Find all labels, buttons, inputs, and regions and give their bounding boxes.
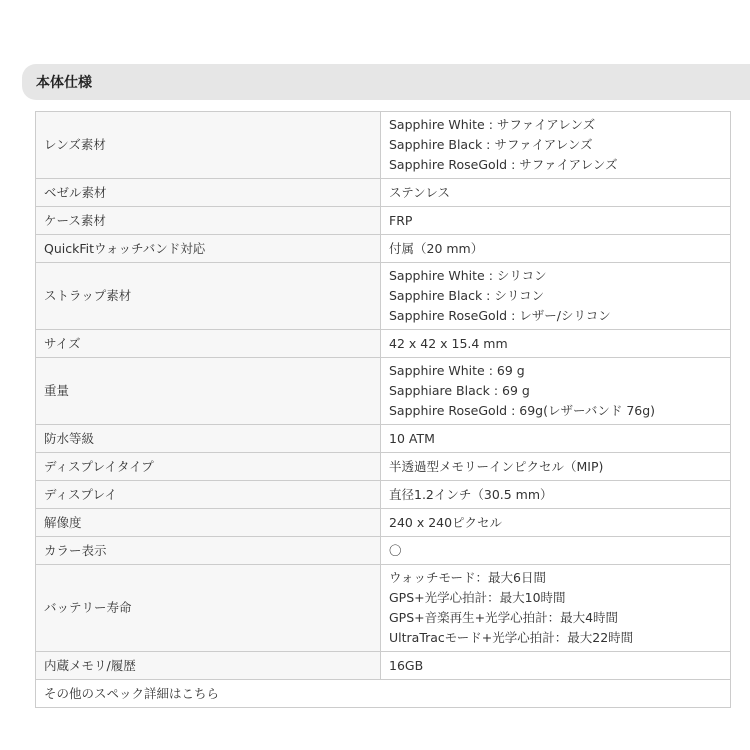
spec-value <box>381 537 731 565</box>
spec-value-line: 42 x 42 x 15.4 mm <box>389 335 508 351</box>
spec-label: ディスプレイ <box>36 481 381 509</box>
spec-value <box>381 509 731 537</box>
spec-row <box>36 481 731 509</box>
spec-row <box>36 330 731 358</box>
section-header <box>22 64 750 100</box>
spec-value-line: Sapphire White : サファイアレンズ <box>389 117 596 132</box>
spec-row <box>36 453 731 481</box>
spec-label: レンズ素材 <box>36 112 381 179</box>
spec-value <box>381 425 731 453</box>
spec-value-line: ウォッチモード：最大6日間 <box>389 570 546 585</box>
spec-label: バッテリー寿命 <box>36 565 381 652</box>
footer-cell <box>36 680 731 708</box>
spec-value <box>381 453 731 481</box>
spec-row <box>36 358 731 425</box>
spec-value-line: 10 ATM <box>389 430 435 446</box>
spec-value-line: Sapphiare Black : 69 g <box>389 383 530 398</box>
footer-row <box>36 680 731 708</box>
spec-value-line: 240 x 240ピクセル <box>389 514 503 530</box>
spec-value-line: 直径1.2インチ（30.5 mm） <box>389 486 553 502</box>
spec-table-body <box>36 112 731 708</box>
spec-value <box>381 565 731 652</box>
spec-label: ケース素材 <box>36 207 381 235</box>
spec-value <box>381 652 731 680</box>
spec-value <box>381 179 731 207</box>
spec-row <box>36 565 731 652</box>
spec-value-line: 16GB <box>389 657 424 673</box>
spec-value-line: GPS+音楽再生+光学心拍計：最大4時間 <box>389 610 619 625</box>
spec-value-line: 付属（20 mm） <box>389 240 484 256</box>
spec-row <box>36 235 731 263</box>
section-title: 本体仕様 <box>36 75 92 91</box>
spec-value <box>381 330 731 358</box>
spec-value-line: Sapphire White : 69 g <box>389 363 525 378</box>
spec-value-line: UltraTracモード+光学心拍計：最大22時間 <box>389 630 634 645</box>
spec-value <box>381 358 731 425</box>
spec-row <box>36 207 731 235</box>
spec-label: 内蔵メモリ/履歴 <box>36 652 381 680</box>
spec-label: 解像度 <box>36 509 381 537</box>
spec-value-line: Sapphire RoseGold : 69g(レザーバンド 76g) <box>389 403 656 418</box>
spec-value-line: Sapphire Black : シリコン <box>389 288 545 303</box>
spec-label: ベゼル素材 <box>36 179 381 207</box>
spec-label: サイズ <box>36 330 381 358</box>
spec-table <box>35 111 731 708</box>
spec-value <box>381 481 731 509</box>
more-specs-link[interactable]: その他のスペック詳細はこちら <box>44 685 220 701</box>
spec-label: ストラップ素材 <box>36 263 381 330</box>
spec-row <box>36 112 731 179</box>
spec-label: カラー表示 <box>36 537 381 565</box>
spec-value-line: GPS+光学心拍計：最大10時間 <box>389 590 566 605</box>
spec-value <box>381 263 731 330</box>
spec-row <box>36 179 731 207</box>
spec-label: 重量 <box>36 358 381 425</box>
spec-value <box>381 207 731 235</box>
spec-value <box>381 112 731 179</box>
spec-value-line: ステンレス <box>389 184 450 200</box>
spec-value-line: Sapphire White : シリコン <box>389 268 547 283</box>
spec-value-line: Sapphire RoseGold : レザー/シリコン <box>389 308 611 323</box>
spec-value-line: Sapphire RoseGold : サファイアレンズ <box>389 157 618 172</box>
spec-row <box>36 537 731 565</box>
spec-label: 防水等級 <box>36 425 381 453</box>
spec-label: ディスプレイタイプ <box>36 453 381 481</box>
spec-row <box>36 652 731 680</box>
spec-value-line: 〇 <box>389 542 402 558</box>
spec-label: QuickFitウォッチバンド対応 <box>36 235 381 263</box>
spec-row <box>36 425 731 453</box>
spec-value-line: FRP <box>389 212 413 228</box>
spec-value-line: Sapphire Black : サファイアレンズ <box>389 137 593 152</box>
spec-value <box>381 235 731 263</box>
spec-row <box>36 509 731 537</box>
spec-row <box>36 263 731 330</box>
spec-value-line: 半透過型メモリーインピクセル（MIP) <box>389 458 604 474</box>
